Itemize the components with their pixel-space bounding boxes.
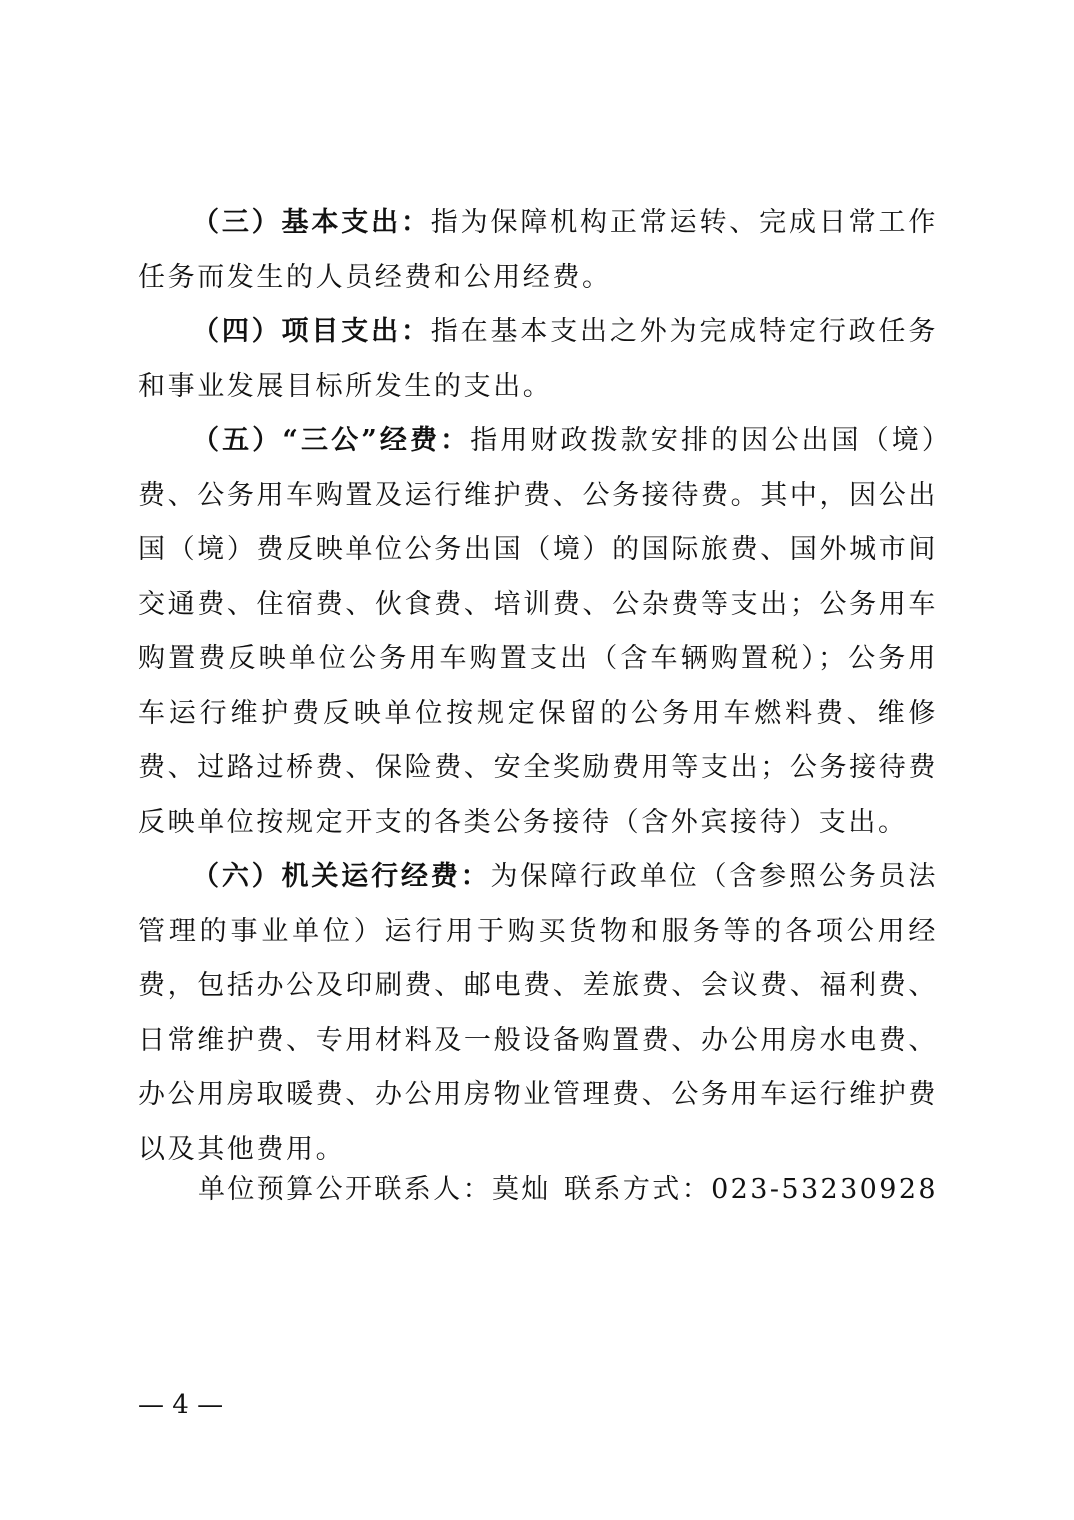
page-number: — 4 — xyxy=(138,1390,224,1420)
definition-project-expenditure: 指在基本支出之外为完成特定行政任务和事业发展目标所发生的支出。 xyxy=(138,316,938,402)
term-basic-expenditure: （三）基本支出： xyxy=(192,207,431,238)
paragraph-agency-operating-funds xyxy=(138,850,938,1177)
term-project-expenditure: （四）项目支出： xyxy=(192,316,431,347)
definition-three-public-funds: 指用财政拨款安排的因公出国（境）费、公务用车购置及运行维护费、公务接待费。其中，因公出国（境）费反映单位公务出国（境）的国际旅费、国外城市间交通费、住宿费、伙食费、培训费、公杂费等支出；公务用车购置费反映单位公务用车购置支出（含车辆购置税）；公务用车运行维护费反映单位按规定保留的公务用车燃料费、维修费、过路过桥费、保险费、安全奖励费用等支出；公务接待费反映单位按规定开支的各类公务接待（含外宾接待）支出。 xyxy=(138,425,938,838)
paragraph-three-public-funds xyxy=(138,414,938,850)
term-agency-operating-funds: （六）机关运行经费： xyxy=(192,861,491,892)
body-text xyxy=(138,196,938,1177)
paragraph-project-expenditure xyxy=(138,305,938,414)
definition-basic-expenditure: 指为保障机构正常运转、完成日常工作任务而发生的人员经费和公用经费。 xyxy=(138,207,938,293)
paragraph-basic-expenditure xyxy=(138,196,938,305)
contact-line xyxy=(198,1170,938,1210)
contact-person: 单位预算公开联系人：莫灿 xyxy=(198,1174,551,1205)
term-three-public-funds: （五）“三公”经费： xyxy=(192,425,471,456)
contact-phone: 联系方式：023-53230928 xyxy=(564,1174,938,1205)
definition-agency-operating-funds: 为保障行政单位（含参照公务员法管理的事业单位）运行用于购买货物和服务等的各项公用经费，包括办公及印刷费、邮电费、差旅费、会议费、福利费、日常维护费、专用材料及一般设备购置费、办公用房水电费、办公用房取暖费、办公用房物业管理费、公务用车运行维护费以及其他费用。 xyxy=(138,861,938,1165)
